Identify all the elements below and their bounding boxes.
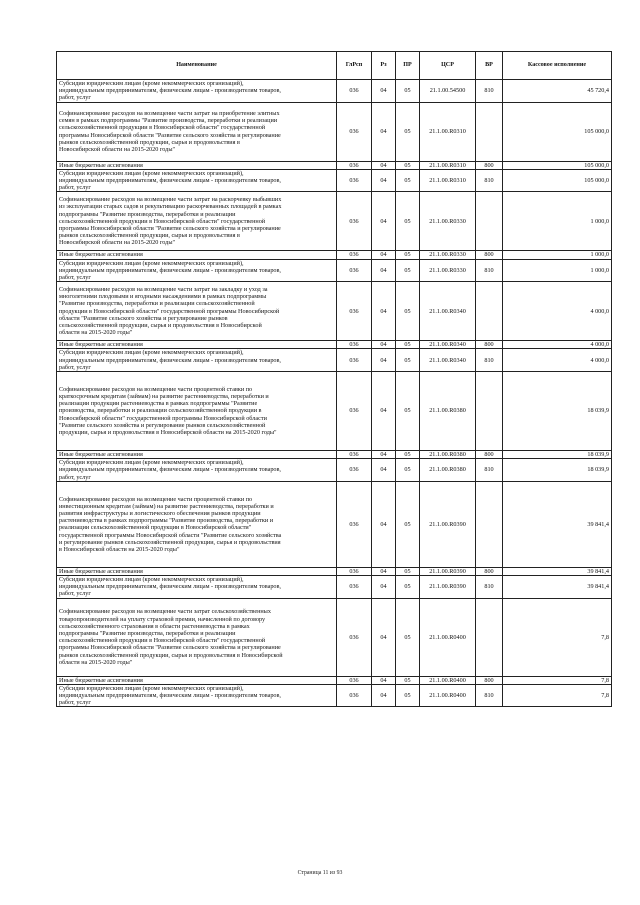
cell-vr: 810 [476, 349, 503, 372]
cell-vr: 810 [476, 259, 503, 282]
table-row [57, 676, 612, 684]
cell-csr: 21.1.00.R0310 [420, 102, 476, 161]
cell-name: Субсидии юридическим лицам (кроме некоммерческих организаций), индивидуальным предпринимателям, физическим лицам - производителям товаров, работ, услуг [57, 80, 337, 103]
cell-csr: 21.1.00.R0390 [420, 576, 476, 599]
cell-name: Иные бюджетные ассигнования [57, 451, 337, 459]
cell-csr: 21.1.00.R0400 [420, 676, 476, 684]
cell-amount: 4 000,0 [503, 349, 612, 372]
cell-rz: 04 [372, 282, 396, 341]
cell-pr: 05 [396, 251, 420, 259]
table-row [57, 598, 612, 676]
cell-name: Иные бюджетные ассигнования [57, 161, 337, 169]
cell-name: Софинансирование расходов на возмещение части процентной ставки по краткосрочным кредитам (займам) на развитие растениеводства, переработки и реализации продукции растениеводства в рамках подпрограммы "Развитие производства, переработки и реализации сельскохозяйственной продукции в Новосибирской области" государственной программы Новосибирской области "Развитие сельского хозяйства и регулирование рынков сельскохозяйственной продукции, сырья и продовольствия в Новосибирской области на 2015-2020 годы" [57, 372, 337, 451]
table-row [57, 282, 612, 341]
cell-csr: 21.1.00.R0340 [420, 349, 476, 372]
table-row [57, 684, 612, 707]
table-header-row [57, 52, 612, 80]
cell-name: Субсидии юридическим лицам (кроме некоммерческих организаций), индивидуальным предпринимателям, физическим лицам - производителям товаров, работ, услуг [57, 684, 337, 707]
cell-vr [476, 372, 503, 451]
header-pr: ПР [396, 52, 420, 80]
cell-csr: 21.1.00.R0340 [420, 282, 476, 341]
cell-grps: 036 [337, 259, 372, 282]
cell-name: Софинансирование расходов на возмещение части затрат на закладку и уход за многолетними плодовыми и ягодными насаждениями в рамках подпрограммы "Развитие производства, переработки и реализации сельскохозяйственной продукции в Новосибирской области" государственной программы Новосибирской области "Развитие сельского хозяйства и регулирование рынков сельскохозяйственной продукции, сырья и продовольствия в Новосибирской области на 2015-2020 годы" [57, 282, 337, 341]
cell-rz: 04 [372, 451, 396, 459]
cell-rz: 04 [372, 576, 396, 599]
cell-name: Субсидии юридическим лицам (кроме некоммерческих организаций), индивидуальным предпринимателям, физическим лицам - производителям товаров, работ, услуг [57, 349, 337, 372]
cell-vr: 810 [476, 169, 503, 192]
cell-rz: 04 [372, 481, 396, 567]
cell-name: Субсидии юридическим лицам (кроме некоммерческих организаций), индивидуальным предпринимателям, физическим лицам - производителям товаров, работ, услуг [57, 169, 337, 192]
cell-amount: 18 039,9 [503, 451, 612, 459]
cell-csr: 21.1.00.R0380 [420, 451, 476, 459]
cell-vr: 810 [476, 80, 503, 103]
cell-amount: 105 000,0 [503, 161, 612, 169]
cell-vr [476, 282, 503, 341]
cell-csr: 21.1.00.R0340 [420, 341, 476, 349]
cell-vr: 800 [476, 676, 503, 684]
cell-vr: 800 [476, 161, 503, 169]
cell-vr [476, 481, 503, 567]
header-rz: Рз [372, 52, 396, 80]
cell-pr: 05 [396, 282, 420, 341]
cell-grps: 036 [337, 161, 372, 169]
cell-csr: 21.1.00.R0330 [420, 192, 476, 251]
cell-pr: 05 [396, 349, 420, 372]
cell-pr: 05 [396, 169, 420, 192]
cell-name: Субсидии юридическим лицам (кроме некоммерческих организаций), индивидуальным предпринимателям, физическим лицам - производителям товаров, работ, услуг [57, 259, 337, 282]
header-grps: ГлРсп [337, 52, 372, 80]
table-row [57, 481, 612, 567]
cell-vr [476, 102, 503, 161]
cell-grps: 036 [337, 451, 372, 459]
cell-grps: 036 [337, 251, 372, 259]
cell-grps: 036 [337, 459, 372, 482]
cell-amount: 7,8 [503, 598, 612, 676]
cell-vr [476, 192, 503, 251]
cell-name: Иные бюджетные ассигнования [57, 251, 337, 259]
cell-csr: 21.1.00.54500 [420, 80, 476, 103]
header-name: Наименование [57, 52, 337, 80]
cell-pr: 05 [396, 459, 420, 482]
cell-vr: 800 [476, 451, 503, 459]
cell-pr: 05 [396, 451, 420, 459]
cell-amount: 105 000,0 [503, 102, 612, 161]
cell-amount: 1 000,0 [503, 192, 612, 251]
cell-rz: 04 [372, 459, 396, 482]
cell-pr: 05 [396, 481, 420, 567]
cell-rz: 04 [372, 102, 396, 161]
cell-amount: 18 039,9 [503, 372, 612, 451]
cell-csr: 21.1.00.R0390 [420, 481, 476, 567]
cell-csr: 21.1.00.R0380 [420, 459, 476, 482]
cell-rz: 04 [372, 567, 396, 575]
cell-grps: 036 [337, 567, 372, 575]
cell-pr: 05 [396, 192, 420, 251]
table-row [57, 251, 612, 259]
cell-pr: 05 [396, 598, 420, 676]
budget-table [56, 51, 612, 707]
cell-rz: 04 [372, 259, 396, 282]
cell-name: Иные бюджетные ассигнования [57, 676, 337, 684]
cell-name: Софинансирование расходов на возмещение части процентной ставки по инвестиционным кредитам (займам) на развитие растениеводства, переработки и развития инфраструктуры и логистического обеспечения рынков продукции растениеводства в рамках подпрограммы "Развитие производства, переработки и реализации сельскохозяйственной продукции в Новосибирской области" государственной программы Новосибирской области "Развитие сельского хозяйства и регулирование рынков сельскохозяйственной продукции, сырья и продовольствия в Новосибирской области на 2015-2020 годы" [57, 481, 337, 567]
cell-vr: 810 [476, 684, 503, 707]
cell-amount: 4 000,0 [503, 282, 612, 341]
cell-name: Иные бюджетные ассигнования [57, 341, 337, 349]
table-row [57, 259, 612, 282]
cell-amount: 39 841,4 [503, 481, 612, 567]
table-row [57, 161, 612, 169]
cell-grps: 036 [337, 102, 372, 161]
cell-vr: 810 [476, 459, 503, 482]
cell-csr: 21.1.00.R0330 [420, 251, 476, 259]
table-row [57, 341, 612, 349]
cell-pr: 05 [396, 372, 420, 451]
table-row [57, 169, 612, 192]
table-row [57, 349, 612, 372]
header-vr: ВР [476, 52, 503, 80]
cell-amount: 7,8 [503, 684, 612, 707]
cell-name: Софинансирование расходов на возмещение части затрат на приобретение элитных семян в рамках подпрограммы "Развитие производства, переработки и реализации сельскохозяйственной продукции в Новосибирской области" государственной программы Новосибирской области "Развитие сельского хозяйства и регулирование рынков сельскохозяйственной продукции, сырья и продовольствия в Новосибирской области на 2015-2020 годы" [57, 102, 337, 161]
table-row [57, 102, 612, 161]
cell-csr: 21.1.00.R0390 [420, 567, 476, 575]
cell-grps: 036 [337, 372, 372, 451]
budget-sheet [56, 51, 611, 707]
cell-grps: 036 [337, 598, 372, 676]
header-amount: Кассовое исполнение [503, 52, 612, 80]
table-row [57, 567, 612, 575]
cell-csr: 21.1.00.R0310 [420, 169, 476, 192]
cell-rz: 04 [372, 372, 396, 451]
cell-grps: 036 [337, 481, 372, 567]
cell-amount: 18 039,9 [503, 459, 612, 482]
cell-grps: 036 [337, 341, 372, 349]
cell-rz: 04 [372, 169, 396, 192]
cell-grps: 036 [337, 684, 372, 707]
cell-grps: 036 [337, 169, 372, 192]
cell-rz: 04 [372, 80, 396, 103]
cell-name: Софинансирование расходов на возмещение части затрат на раскорчевку выбывших из эксплуатации старых садов и рекультивацию раскорчеванных площадей в рамках подпрограммы "Развитие производства, переработки и реализации сельскохозяйственной продукции в Новосибирской области" государственной программы Новосибирской области "Развитие сельского хозяйства и регулирование рынков сельскохозяйственной продукции, сырья и продовольствия в Новосибирской области на 2015-2020 годы" [57, 192, 337, 251]
cell-pr: 05 [396, 102, 420, 161]
table-row [57, 80, 612, 103]
cell-amount: 1 000,0 [503, 251, 612, 259]
cell-name: Субсидии юридическим лицам (кроме некоммерческих организаций), индивидуальным предпринимателям, физическим лицам - производителям товаров, работ, услуг [57, 576, 337, 599]
cell-csr: 21.1.00.R0310 [420, 161, 476, 169]
cell-vr [476, 598, 503, 676]
cell-csr: 21.1.00.R0380 [420, 372, 476, 451]
cell-rz: 04 [372, 676, 396, 684]
cell-vr: 810 [476, 576, 503, 599]
cell-grps: 036 [337, 676, 372, 684]
table-row [57, 576, 612, 599]
cell-vr: 800 [476, 251, 503, 259]
cell-amount: 4 000,0 [503, 341, 612, 349]
cell-pr: 05 [396, 80, 420, 103]
table-row [57, 451, 612, 459]
table-row [57, 192, 612, 251]
cell-amount: 39 841,4 [503, 576, 612, 599]
cell-csr: 21.1.00.R0400 [420, 598, 476, 676]
cell-name: Софинансирование расходов на возмещение части затрат сельскохозяйственных товаропроизводителей на уплату страховой премии, начисленной по договору сельскохозяйственного страхования в области растениеводства в рамках подпрограммы "Развитие производства, переработки и реализации сельскохозяйственной продукции в Новосибирской области" государственной программы Новосибирской области "Развитие сельского хозяйства и регулирование рынков сельскохозяйственной продукции, сырья и продовольствия в Новосибирской области на 2015-2020 годы" [57, 598, 337, 676]
cell-amount: 105 000,0 [503, 169, 612, 192]
cell-pr: 05 [396, 567, 420, 575]
cell-csr: 21.1.00.R0400 [420, 684, 476, 707]
cell-rz: 04 [372, 192, 396, 251]
cell-pr: 05 [396, 576, 420, 599]
cell-pr: 05 [396, 341, 420, 349]
cell-rz: 04 [372, 251, 396, 259]
cell-pr: 05 [396, 259, 420, 282]
table-row [57, 459, 612, 482]
cell-rz: 04 [372, 598, 396, 676]
cell-grps: 036 [337, 349, 372, 372]
cell-grps: 036 [337, 192, 372, 251]
cell-amount: 7,8 [503, 676, 612, 684]
cell-rz: 04 [372, 349, 396, 372]
cell-amount: 39 841,4 [503, 567, 612, 575]
cell-pr: 05 [396, 161, 420, 169]
header-csr: ЦСР [420, 52, 476, 80]
cell-pr: 05 [396, 684, 420, 707]
table-row [57, 372, 612, 451]
cell-grps: 036 [337, 282, 372, 341]
cell-grps: 036 [337, 576, 372, 599]
cell-vr: 800 [476, 567, 503, 575]
page-number: Страница 11 из 93 [297, 870, 343, 876]
cell-rz: 04 [372, 161, 396, 169]
cell-rz: 04 [372, 341, 396, 349]
cell-grps: 036 [337, 80, 372, 103]
cell-csr: 21.1.00.R0330 [420, 259, 476, 282]
cell-amount: 1 000,0 [503, 259, 612, 282]
cell-amount: 45 720,4 [503, 80, 612, 103]
cell-rz: 04 [372, 684, 396, 707]
cell-name: Иные бюджетные ассигнования [57, 567, 337, 575]
cell-name: Субсидии юридическим лицам (кроме некоммерческих организаций), индивидуальным предпринимателям, физическим лицам - производителям товаров, работ, услуг [57, 459, 337, 482]
cell-pr: 05 [396, 676, 420, 684]
cell-vr: 800 [476, 341, 503, 349]
